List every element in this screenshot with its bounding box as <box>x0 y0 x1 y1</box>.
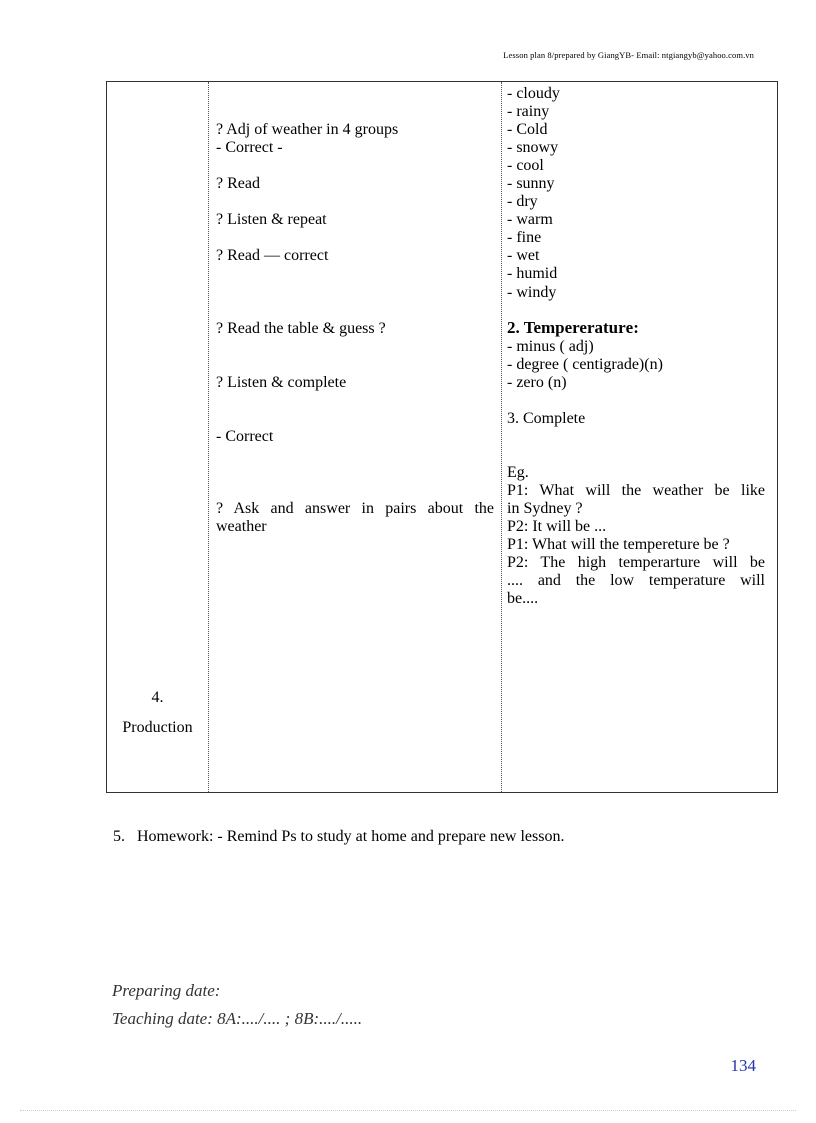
vocab-item: - warm <box>507 211 553 228</box>
example-line: .... and the low temperature will <box>507 572 765 589</box>
example-line: P2: It will be ... <box>507 518 607 535</box>
teacher-line: ? Read — correct <box>216 247 329 264</box>
vocab-item: - fine <box>507 229 542 246</box>
footer-divider <box>20 1110 796 1111</box>
vocab-item: - snowy <box>507 139 559 156</box>
stage-name: Production <box>122 719 193 736</box>
teacher-line: - Correct <box>216 428 274 445</box>
vocab-item: - wet <box>507 247 540 264</box>
example-line: be.... <box>507 590 539 607</box>
vocab-item: - degree ( centigrade)(n) <box>507 356 663 373</box>
example-line: P1: What will the tempereture be ? <box>507 536 730 553</box>
teacher-line: ? Listen & repeat <box>216 211 327 228</box>
teacher-line: weather <box>216 518 267 535</box>
example-line: P2: The high temperarture will be <box>507 554 765 571</box>
stage-number: 4. <box>151 689 164 706</box>
vocab-item: - humid <box>507 265 558 282</box>
vocab-item: - rainy <box>507 103 550 120</box>
homework-number: 5. <box>113 828 125 845</box>
homework-section <box>113 827 564 847</box>
vocab-item: - cloudy <box>507 85 560 102</box>
section-heading: 3. Complete <box>507 410 586 427</box>
teacher-line: ? Ask and answer in pairs about the <box>216 500 494 517</box>
teaching-date: Teaching date: 8A:..../.... ; 8B:..../..... <box>112 1009 363 1028</box>
vocab-item: - minus ( adj) <box>507 338 594 355</box>
vocab-item: - dry <box>507 193 538 210</box>
preparing-date: Preparing date: <box>112 981 221 1000</box>
content-column <box>501 82 777 792</box>
teacher-line: ? Read <box>216 175 260 192</box>
teacher-line: ? Read the table & guess ? <box>216 320 386 337</box>
teacher-activity-column <box>208 82 502 792</box>
example-line: Eg. <box>507 464 529 481</box>
vocab-item: - windy <box>507 284 557 301</box>
example-line: P1: What will the weather be like <box>507 482 765 499</box>
vocab-item: - sunny <box>507 175 555 192</box>
stage-column <box>107 82 209 792</box>
vocab-item: - cool <box>507 157 544 174</box>
section-heading: 2. Tempereraturе: <box>507 318 639 337</box>
page-header: Lesson plan 8/prepared by GiangYB- Email: ntgiangyb@yahoo.com.vn <box>503 50 754 60</box>
teacher-line: - Correct - <box>216 139 283 156</box>
homework-text: Homework: - Remind Ps to study at home and prepare new lesson. <box>137 828 565 845</box>
vocab-item: - Cold <box>507 121 548 138</box>
example-line: in Sydney ? <box>507 500 583 517</box>
lesson-table <box>106 81 778 793</box>
vocab-item: - zero (n) <box>507 374 567 391</box>
teacher-line: ? Listen & complete <box>216 374 347 391</box>
page-number: 134 <box>730 1056 756 1075</box>
teacher-line: ? Adj of weather in 4 groups <box>216 121 399 138</box>
